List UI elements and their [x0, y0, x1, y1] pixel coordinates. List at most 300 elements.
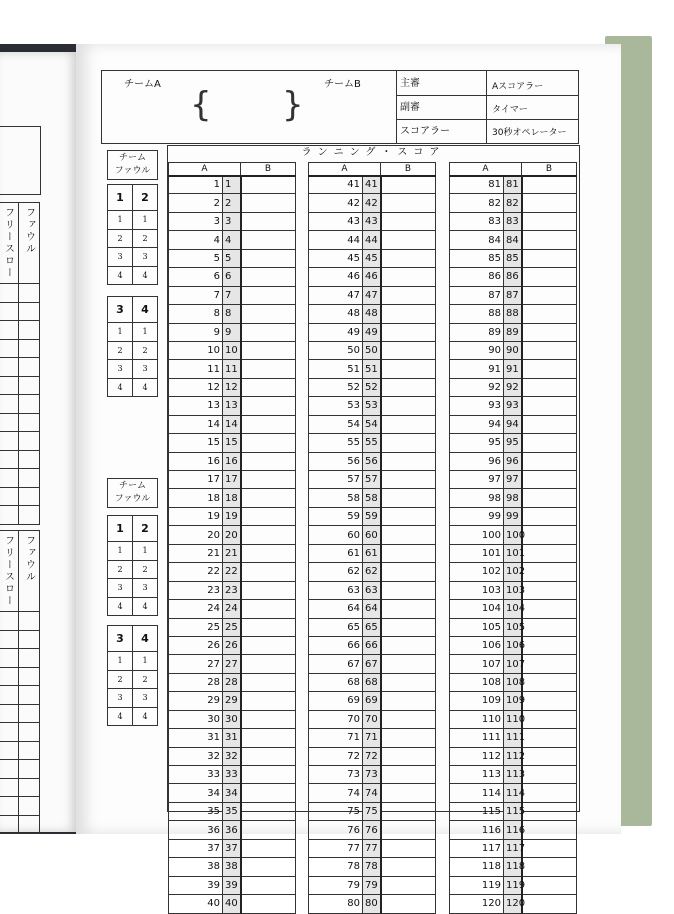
score-b-number[interactable]: 2 — [223, 194, 241, 212]
left-foul-cell[interactable] — [0, 630, 18, 649]
score-b-number[interactable]: 52 — [363, 378, 381, 396]
score-b-cell[interactable] — [241, 673, 296, 691]
score-b-number[interactable]: 60 — [363, 526, 381, 544]
score-b-number[interactable]: 40 — [223, 895, 241, 913]
score-b-cell[interactable] — [522, 415, 577, 433]
score-b-cell[interactable] — [522, 434, 577, 452]
score-a-cell[interactable]: 59 — [309, 507, 363, 525]
score-b-cell[interactable] — [241, 286, 296, 304]
score-b-number[interactable]: 84 — [504, 231, 522, 249]
score-b-cell[interactable] — [241, 176, 296, 194]
score-b-number[interactable]: 35 — [223, 802, 241, 820]
score-a-cell[interactable]: 92 — [450, 378, 504, 396]
score-b-cell[interactable] — [241, 544, 296, 562]
left-foul-cell[interactable] — [18, 704, 39, 723]
score-b-number[interactable]: 89 — [504, 323, 522, 341]
score-a-cell[interactable]: 112 — [450, 747, 504, 765]
score-a-cell[interactable]: 101 — [450, 544, 504, 562]
left-foul-cell[interactable] — [0, 284, 18, 303]
score-a-cell[interactable]: 17 — [169, 471, 223, 489]
score-b-number[interactable]: 57 — [363, 471, 381, 489]
score-a-cell[interactable]: 6 — [169, 268, 223, 286]
score-b-cell[interactable] — [241, 710, 296, 728]
score-a-cell[interactable]: 87 — [450, 286, 504, 304]
left-foul-cell[interactable] — [0, 302, 18, 321]
score-b-number[interactable]: 39 — [223, 876, 241, 894]
left-foul-cell[interactable] — [0, 432, 18, 451]
score-b-cell[interactable] — [241, 434, 296, 452]
score-b-cell[interactable] — [241, 194, 296, 212]
score-a-cell[interactable]: 118 — [450, 858, 504, 876]
score-b-cell[interactable] — [241, 249, 296, 267]
left-foul-cell[interactable] — [0, 469, 18, 488]
score-a-cell[interactable]: 100 — [450, 526, 504, 544]
score-a-cell[interactable]: 60 — [309, 526, 363, 544]
score-a-cell[interactable]: 49 — [309, 323, 363, 341]
left-foul-cell[interactable] — [0, 358, 18, 377]
score-b-number[interactable]: 58 — [363, 489, 381, 507]
score-a-cell[interactable]: 96 — [450, 452, 504, 470]
left-foul-cell[interactable] — [18, 339, 39, 358]
score-b-cell[interactable] — [241, 581, 296, 599]
score-b-number[interactable]: 71 — [363, 729, 381, 747]
score-a-cell[interactable]: 116 — [450, 821, 504, 839]
score-b-cell[interactable] — [241, 636, 296, 654]
score-b-number[interactable]: 23 — [223, 581, 241, 599]
score-a-cell[interactable]: 86 — [450, 268, 504, 286]
score-b-number[interactable]: 7 — [223, 286, 241, 304]
score-b-number[interactable]: 5 — [223, 249, 241, 267]
left-foul-cell[interactable] — [18, 376, 39, 395]
score-b-cell[interactable] — [241, 858, 296, 876]
score-b-cell[interactable] — [381, 397, 436, 415]
score-b-number[interactable]: 54 — [363, 415, 381, 433]
score-b-number[interactable]: 107 — [504, 655, 522, 673]
score-a-cell[interactable]: 107 — [450, 655, 504, 673]
score-b-cell[interactable] — [522, 673, 577, 691]
score-a-cell[interactable]: 42 — [309, 194, 363, 212]
score-a-cell[interactable]: 37 — [169, 839, 223, 857]
score-b-cell[interactable] — [522, 544, 577, 562]
score-b-cell[interactable] — [381, 563, 436, 581]
score-b-number[interactable]: 11 — [223, 360, 241, 378]
score-a-cell[interactable]: 4 — [169, 231, 223, 249]
score-a-cell[interactable]: 80 — [309, 895, 363, 913]
score-b-number[interactable]: 9 — [223, 323, 241, 341]
score-a-cell[interactable]: 71 — [309, 729, 363, 747]
score-a-cell[interactable]: 52 — [309, 378, 363, 396]
score-a-cell[interactable]: 51 — [309, 360, 363, 378]
score-b-cell[interactable] — [522, 323, 577, 341]
score-a-cell[interactable]: 5 — [169, 249, 223, 267]
score-b-cell[interactable] — [381, 194, 436, 212]
score-b-number[interactable]: 87 — [504, 286, 522, 304]
left-foul-cell[interactable] — [0, 450, 18, 469]
score-b-cell[interactable] — [381, 636, 436, 654]
score-a-cell[interactable]: 72 — [309, 747, 363, 765]
score-a-cell[interactable]: 109 — [450, 692, 504, 710]
score-b-number[interactable]: 30 — [223, 710, 241, 728]
score-b-cell[interactable] — [241, 305, 296, 323]
score-b-number[interactable]: 67 — [363, 655, 381, 673]
score-b-cell[interactable] — [381, 489, 436, 507]
score-a-cell[interactable]: 79 — [309, 876, 363, 894]
score-a-cell[interactable]: 78 — [309, 858, 363, 876]
score-a-cell[interactable]: 75 — [309, 802, 363, 820]
score-a-cell[interactable]: 29 — [169, 692, 223, 710]
score-a-cell[interactable]: 54 — [309, 415, 363, 433]
score-b-number[interactable]: 27 — [223, 655, 241, 673]
left-foul-cell[interactable] — [0, 487, 18, 506]
left-foul-cell[interactable] — [0, 723, 18, 742]
score-b-cell[interactable] — [522, 360, 577, 378]
score-a-cell[interactable]: 74 — [309, 784, 363, 802]
score-a-cell[interactable]: 14 — [169, 415, 223, 433]
left-foul-cell[interactable] — [18, 686, 39, 705]
score-b-cell[interactable] — [241, 821, 296, 839]
score-b-cell[interactable] — [522, 821, 577, 839]
left-foul-cell[interactable] — [0, 704, 18, 723]
score-b-number[interactable]: 112 — [504, 747, 522, 765]
score-b-cell[interactable] — [522, 563, 577, 581]
score-b-cell[interactable] — [381, 378, 436, 396]
score-b-number[interactable]: 34 — [223, 784, 241, 802]
score-b-cell[interactable] — [522, 194, 577, 212]
score-b-cell[interactable] — [241, 839, 296, 857]
left-foul-cell[interactable] — [0, 778, 18, 797]
score-a-cell[interactable]: 3 — [169, 212, 223, 230]
score-b-number[interactable]: 95 — [504, 434, 522, 452]
score-a-cell[interactable]: 36 — [169, 821, 223, 839]
score-a-cell[interactable]: 88 — [450, 305, 504, 323]
score-a-cell[interactable]: 15 — [169, 434, 223, 452]
score-b-cell[interactable] — [241, 231, 296, 249]
score-b-number[interactable]: 91 — [504, 360, 522, 378]
score-a-cell[interactable]: 73 — [309, 766, 363, 784]
score-b-cell[interactable] — [381, 895, 436, 913]
score-a-cell[interactable]: 102 — [450, 563, 504, 581]
score-b-number[interactable]: 99 — [504, 507, 522, 525]
score-b-cell[interactable] — [381, 526, 436, 544]
score-a-cell[interactable]: 90 — [450, 341, 504, 359]
left-foul-cell[interactable] — [18, 815, 39, 834]
score-a-cell[interactable]: 35 — [169, 802, 223, 820]
score-b-cell[interactable] — [381, 821, 436, 839]
score-b-cell[interactable] — [241, 747, 296, 765]
score-b-number[interactable]: 61 — [363, 544, 381, 562]
score-b-number[interactable]: 28 — [223, 673, 241, 691]
score-a-cell[interactable]: 120 — [450, 895, 504, 913]
score-b-cell[interactable] — [522, 655, 577, 673]
score-b-cell[interactable] — [522, 489, 577, 507]
left-foul-cell[interactable] — [18, 450, 39, 469]
score-b-number[interactable]: 105 — [504, 618, 522, 636]
score-a-cell[interactable]: 84 — [450, 231, 504, 249]
left-foul-cell[interactable] — [18, 778, 39, 797]
score-b-cell[interactable] — [241, 341, 296, 359]
score-b-number[interactable]: 56 — [363, 452, 381, 470]
score-b-number[interactable]: 14 — [223, 415, 241, 433]
score-a-cell[interactable]: 26 — [169, 636, 223, 654]
score-b-cell[interactable] — [381, 858, 436, 876]
score-b-cell[interactable] — [241, 397, 296, 415]
score-a-cell[interactable]: 12 — [169, 378, 223, 396]
left-foul-cell[interactable] — [0, 649, 18, 668]
score-a-cell[interactable]: 56 — [309, 452, 363, 470]
left-foul-cell[interactable] — [0, 395, 18, 414]
score-b-number[interactable]: 51 — [363, 360, 381, 378]
score-b-number[interactable]: 81 — [504, 176, 522, 194]
score-b-number[interactable]: 72 — [363, 747, 381, 765]
score-b-cell[interactable] — [381, 286, 436, 304]
score-a-cell[interactable]: 104 — [450, 600, 504, 618]
score-b-cell[interactable] — [381, 766, 436, 784]
score-b-cell[interactable] — [381, 360, 436, 378]
score-b-cell[interactable] — [241, 802, 296, 820]
score-a-cell[interactable]: 105 — [450, 618, 504, 636]
left-foul-cell[interactable] — [0, 321, 18, 340]
score-a-cell[interactable]: 34 — [169, 784, 223, 802]
score-a-cell[interactable]: 8 — [169, 305, 223, 323]
score-b-cell[interactable] — [241, 895, 296, 913]
score-b-number[interactable]: 77 — [363, 839, 381, 857]
score-a-cell[interactable]: 62 — [309, 563, 363, 581]
score-b-number[interactable]: 4 — [223, 231, 241, 249]
score-a-cell[interactable]: 97 — [450, 471, 504, 489]
score-b-cell[interactable] — [522, 784, 577, 802]
left-foul-cell[interactable] — [18, 649, 39, 668]
score-a-cell[interactable]: 1 — [169, 176, 223, 194]
score-b-cell[interactable] — [381, 673, 436, 691]
score-b-number[interactable]: 22 — [223, 563, 241, 581]
score-b-cell[interactable] — [522, 212, 577, 230]
score-b-cell[interactable] — [381, 581, 436, 599]
score-a-cell[interactable]: 25 — [169, 618, 223, 636]
score-b-number[interactable]: 44 — [363, 231, 381, 249]
score-b-cell[interactable] — [381, 212, 436, 230]
score-b-number[interactable]: 63 — [363, 581, 381, 599]
score-b-cell[interactable] — [241, 378, 296, 396]
score-a-cell[interactable]: 85 — [450, 249, 504, 267]
score-b-cell[interactable] — [241, 563, 296, 581]
score-b-number[interactable]: 18 — [223, 489, 241, 507]
score-b-cell[interactable] — [522, 378, 577, 396]
score-b-number[interactable]: 46 — [363, 268, 381, 286]
score-b-number[interactable]: 45 — [363, 249, 381, 267]
score-b-cell[interactable] — [381, 231, 436, 249]
score-a-cell[interactable]: 11 — [169, 360, 223, 378]
score-a-cell[interactable]: 53 — [309, 397, 363, 415]
score-a-cell[interactable]: 63 — [309, 581, 363, 599]
score-b-cell[interactable] — [381, 452, 436, 470]
score-b-number[interactable]: 83 — [504, 212, 522, 230]
left-foul-cell[interactable] — [18, 432, 39, 451]
score-b-cell[interactable] — [381, 415, 436, 433]
score-b-cell[interactable] — [522, 471, 577, 489]
score-b-cell[interactable] — [381, 268, 436, 286]
score-b-cell[interactable] — [522, 747, 577, 765]
score-a-cell[interactable]: 110 — [450, 710, 504, 728]
left-foul-cell[interactable] — [18, 612, 39, 631]
score-a-cell[interactable]: 30 — [169, 710, 223, 728]
score-b-number[interactable]: 78 — [363, 858, 381, 876]
left-foul-cell[interactable] — [18, 630, 39, 649]
score-b-cell[interactable] — [381, 784, 436, 802]
score-b-number[interactable]: 90 — [504, 341, 522, 359]
left-foul-cell[interactable] — [0, 612, 18, 631]
score-b-cell[interactable] — [381, 434, 436, 452]
score-b-number[interactable]: 20 — [223, 526, 241, 544]
score-b-number[interactable]: 119 — [504, 876, 522, 894]
score-a-cell[interactable]: 47 — [309, 286, 363, 304]
left-foul-cell[interactable] — [18, 358, 39, 377]
score-b-number[interactable]: 97 — [504, 471, 522, 489]
score-b-cell[interactable] — [522, 729, 577, 747]
score-b-cell[interactable] — [241, 600, 296, 618]
score-b-cell[interactable] — [241, 415, 296, 433]
score-b-number[interactable]: 101 — [504, 544, 522, 562]
score-b-number[interactable]: 92 — [504, 378, 522, 396]
score-b-cell[interactable] — [522, 526, 577, 544]
score-b-number[interactable]: 8 — [223, 305, 241, 323]
score-b-number[interactable]: 120 — [504, 895, 522, 913]
score-b-number[interactable]: 15 — [223, 434, 241, 452]
score-b-cell[interactable] — [241, 452, 296, 470]
score-a-cell[interactable]: 106 — [450, 636, 504, 654]
score-b-number[interactable]: 79 — [363, 876, 381, 894]
score-a-cell[interactable]: 21 — [169, 544, 223, 562]
score-b-cell[interactable] — [241, 489, 296, 507]
score-b-number[interactable]: 106 — [504, 636, 522, 654]
score-a-cell[interactable]: 45 — [309, 249, 363, 267]
score-a-cell[interactable]: 65 — [309, 618, 363, 636]
score-b-number[interactable]: 69 — [363, 692, 381, 710]
left-foul-cell[interactable] — [18, 667, 39, 686]
score-b-cell[interactable] — [522, 507, 577, 525]
score-b-number[interactable]: 33 — [223, 766, 241, 784]
score-b-number[interactable]: 98 — [504, 489, 522, 507]
left-foul-cell[interactable] — [18, 506, 39, 525]
score-a-cell[interactable]: 44 — [309, 231, 363, 249]
score-b-cell[interactable] — [522, 710, 577, 728]
left-foul-cell[interactable] — [0, 741, 18, 760]
score-b-number[interactable]: 50 — [363, 341, 381, 359]
score-b-number[interactable]: 16 — [223, 452, 241, 470]
score-b-number[interactable]: 12 — [223, 378, 241, 396]
score-b-cell[interactable] — [522, 286, 577, 304]
score-b-number[interactable]: 31 — [223, 729, 241, 747]
score-b-number[interactable]: 94 — [504, 415, 522, 433]
score-b-cell[interactable] — [522, 600, 577, 618]
score-a-cell[interactable]: 20 — [169, 526, 223, 544]
score-a-cell[interactable]: 31 — [169, 729, 223, 747]
score-b-cell[interactable] — [381, 729, 436, 747]
score-a-cell[interactable]: 55 — [309, 434, 363, 452]
left-foul-cell[interactable] — [0, 339, 18, 358]
score-b-number[interactable]: 3 — [223, 212, 241, 230]
score-b-cell[interactable] — [241, 692, 296, 710]
score-b-number[interactable]: 68 — [363, 673, 381, 691]
score-b-number[interactable]: 41 — [363, 176, 381, 194]
score-a-cell[interactable]: 43 — [309, 212, 363, 230]
left-foul-cell[interactable] — [0, 413, 18, 432]
score-a-cell[interactable]: 81 — [450, 176, 504, 194]
score-b-cell[interactable] — [381, 544, 436, 562]
score-b-cell[interactable] — [522, 802, 577, 820]
score-a-cell[interactable]: 67 — [309, 655, 363, 673]
score-b-cell[interactable] — [381, 323, 436, 341]
left-foul-cell[interactable] — [18, 797, 39, 816]
score-b-number[interactable]: 1 — [223, 176, 241, 194]
score-a-cell[interactable]: 108 — [450, 673, 504, 691]
score-b-cell[interactable] — [522, 176, 577, 194]
score-b-number[interactable]: 42 — [363, 194, 381, 212]
score-a-cell[interactable]: 77 — [309, 839, 363, 857]
score-a-cell[interactable]: 103 — [450, 581, 504, 599]
score-b-cell[interactable] — [241, 268, 296, 286]
score-a-cell[interactable]: 16 — [169, 452, 223, 470]
score-b-cell[interactable] — [241, 729, 296, 747]
score-b-number[interactable]: 111 — [504, 729, 522, 747]
score-b-cell[interactable] — [522, 766, 577, 784]
score-a-cell[interactable]: 38 — [169, 858, 223, 876]
score-b-cell[interactable] — [381, 341, 436, 359]
score-b-cell[interactable] — [522, 636, 577, 654]
score-b-number[interactable]: 49 — [363, 323, 381, 341]
left-foul-cell[interactable] — [0, 686, 18, 705]
score-b-cell[interactable] — [522, 452, 577, 470]
left-foul-cell[interactable] — [18, 284, 39, 303]
score-b-cell[interactable] — [241, 784, 296, 802]
score-a-cell[interactable]: 76 — [309, 821, 363, 839]
score-a-cell[interactable]: 82 — [450, 194, 504, 212]
score-a-cell[interactable]: 93 — [450, 397, 504, 415]
score-b-cell[interactable] — [241, 766, 296, 784]
score-a-cell[interactable]: 58 — [309, 489, 363, 507]
score-b-number[interactable]: 118 — [504, 858, 522, 876]
score-b-cell[interactable] — [522, 249, 577, 267]
score-a-cell[interactable]: 99 — [450, 507, 504, 525]
left-foul-cell[interactable] — [18, 321, 39, 340]
score-b-cell[interactable] — [381, 655, 436, 673]
score-b-number[interactable]: 21 — [223, 544, 241, 562]
score-b-number[interactable]: 55 — [363, 434, 381, 452]
score-b-cell[interactable] — [381, 305, 436, 323]
score-b-number[interactable]: 48 — [363, 305, 381, 323]
score-b-number[interactable]: 38 — [223, 858, 241, 876]
score-b-cell[interactable] — [241, 507, 296, 525]
score-b-number[interactable]: 70 — [363, 710, 381, 728]
score-b-number[interactable]: 43 — [363, 212, 381, 230]
score-b-number[interactable]: 75 — [363, 802, 381, 820]
score-a-cell[interactable]: 39 — [169, 876, 223, 894]
score-b-number[interactable]: 24 — [223, 600, 241, 618]
score-b-number[interactable]: 47 — [363, 286, 381, 304]
score-a-cell[interactable]: 57 — [309, 471, 363, 489]
score-b-cell[interactable] — [381, 176, 436, 194]
score-a-cell[interactable]: 50 — [309, 341, 363, 359]
score-b-number[interactable]: 25 — [223, 618, 241, 636]
score-b-number[interactable]: 88 — [504, 305, 522, 323]
score-a-cell[interactable]: 41 — [309, 176, 363, 194]
score-a-cell[interactable]: 18 — [169, 489, 223, 507]
score-b-number[interactable]: 110 — [504, 710, 522, 728]
left-foul-cell[interactable] — [18, 413, 39, 432]
score-b-number[interactable]: 113 — [504, 766, 522, 784]
score-b-cell[interactable] — [241, 212, 296, 230]
score-b-number[interactable]: 29 — [223, 692, 241, 710]
score-a-cell[interactable]: 114 — [450, 784, 504, 802]
